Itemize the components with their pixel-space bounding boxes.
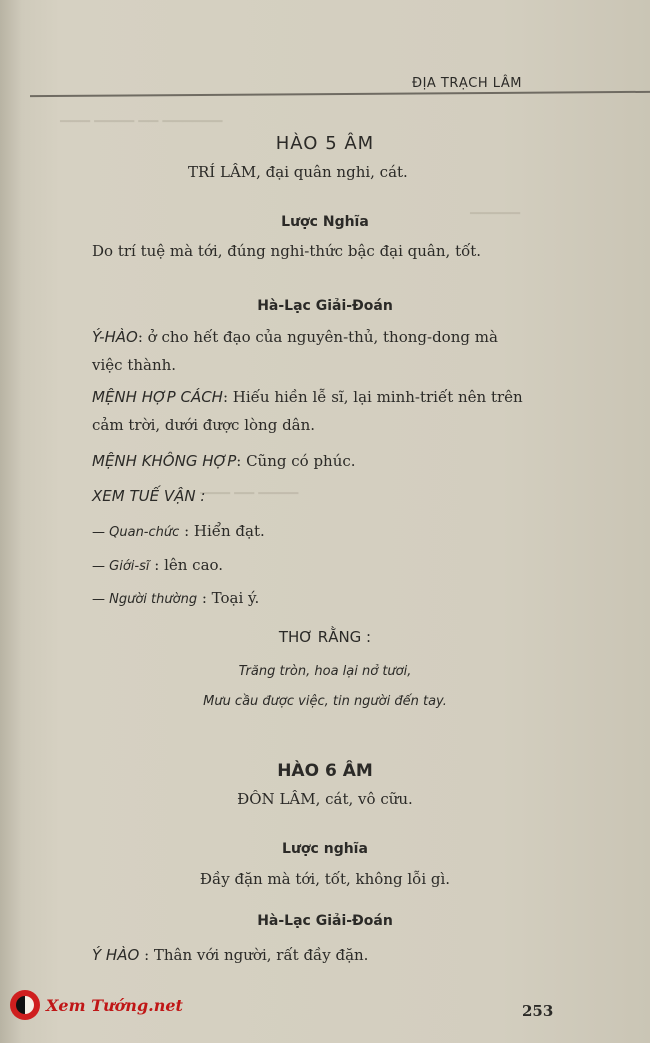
y-hao-text-cont: việc thành. (92, 356, 177, 374)
menh-khong-label: MỆNH KHÔNG HỢP (92, 452, 237, 470)
menh-hop-line (92, 388, 523, 406)
header-rule (30, 91, 650, 97)
y-hao-label: Ý-HÀO (92, 328, 138, 346)
xem-tue-van: XEM TUẾ VẬN : (92, 487, 206, 505)
poem-line: Mưu cầu được việc, tin người đến tay. (203, 694, 447, 709)
y-hao-line (92, 328, 498, 346)
y-hao-text: : Thân với người, rất đầy đặn. (144, 946, 369, 964)
tue-van-text: : Toại ý. (201, 589, 260, 607)
show-through-text: ▁▁▁▁▁ (470, 200, 520, 215)
show-through-text: ▁▁▁ ▁▁ ▁▁▁▁ (200, 480, 299, 495)
y-hao-line (92, 946, 368, 964)
tue-van-label: — Giới-sĩ (92, 559, 150, 574)
y-hao-text: : ở cho hết đạo của nguyên-thủ, thong-dong mà (137, 328, 498, 346)
page-number: 253 (522, 1002, 554, 1020)
y-hao-label: Ý HÀO (92, 946, 140, 964)
section-subtitle: TRÍ LÂM, đại quân nghi, cát. (188, 163, 408, 181)
section-heading-hao-6: HÀO 6 ÂM (277, 761, 373, 781)
tue-van-text: : Hiển đạt. (184, 522, 265, 540)
show-through-text: ▁▁▁ ▁▁▁▁ ▁▁ ▁▁▁▁▁▁ (60, 108, 223, 123)
luoc-nghia-text: Do trí tuệ mà tới, đúng nghi-thức bậc đại quân, tốt. (92, 242, 482, 260)
menh-khong-line (92, 452, 356, 470)
tue-van-label: — Quan-chức (92, 525, 180, 540)
poem-line: Trăng tròn, hoa lại nở tươi, (238, 664, 412, 679)
tue-van-label: — Người thường (92, 592, 198, 607)
menh-hop-label: MỆNH HỢP CÁCH (92, 388, 223, 406)
section-subtitle: ĐÔN LÂM, cát, vô cữu. (237, 790, 413, 808)
running-header: ĐỊA TRẠCH LÂM (412, 76, 522, 91)
tho-rang-heading: THƠ RẰNG : (278, 628, 372, 646)
menh-hop-text: : Hiếu hiền lễ sĩ, lại minh-triết nên trên (222, 388, 523, 406)
luoc-nghia-heading: Lược nghĩa (282, 841, 368, 857)
menh-hop-text-cont: cảm trời, dưới được lòng dân. (92, 416, 316, 434)
menh-khong-text: : Cũng có phúc. (236, 452, 356, 470)
giai-doan-heading: Hà-Lạc Giải-Đoán (257, 298, 393, 314)
watermark-text: Xem Tướng.net (46, 995, 183, 1015)
luoc-nghia-text: Đầy đặn mà tới, tốt, không lỗi gì. (199, 870, 451, 888)
section-heading-hao-5: HÀO 5 ÂM (275, 133, 375, 154)
tue-van-text: : lên cao. (154, 556, 224, 574)
tue-van-item (92, 522, 265, 540)
tue-van-item (92, 589, 259, 607)
luoc-nghia-heading: Lược Nghĩa (281, 214, 369, 230)
giai-doan-heading: Hà-Lạc Giải-Đoán (257, 913, 393, 929)
watermark-logo (10, 990, 183, 1020)
tue-van-item (92, 556, 223, 574)
yin-yang-icon (10, 990, 40, 1020)
